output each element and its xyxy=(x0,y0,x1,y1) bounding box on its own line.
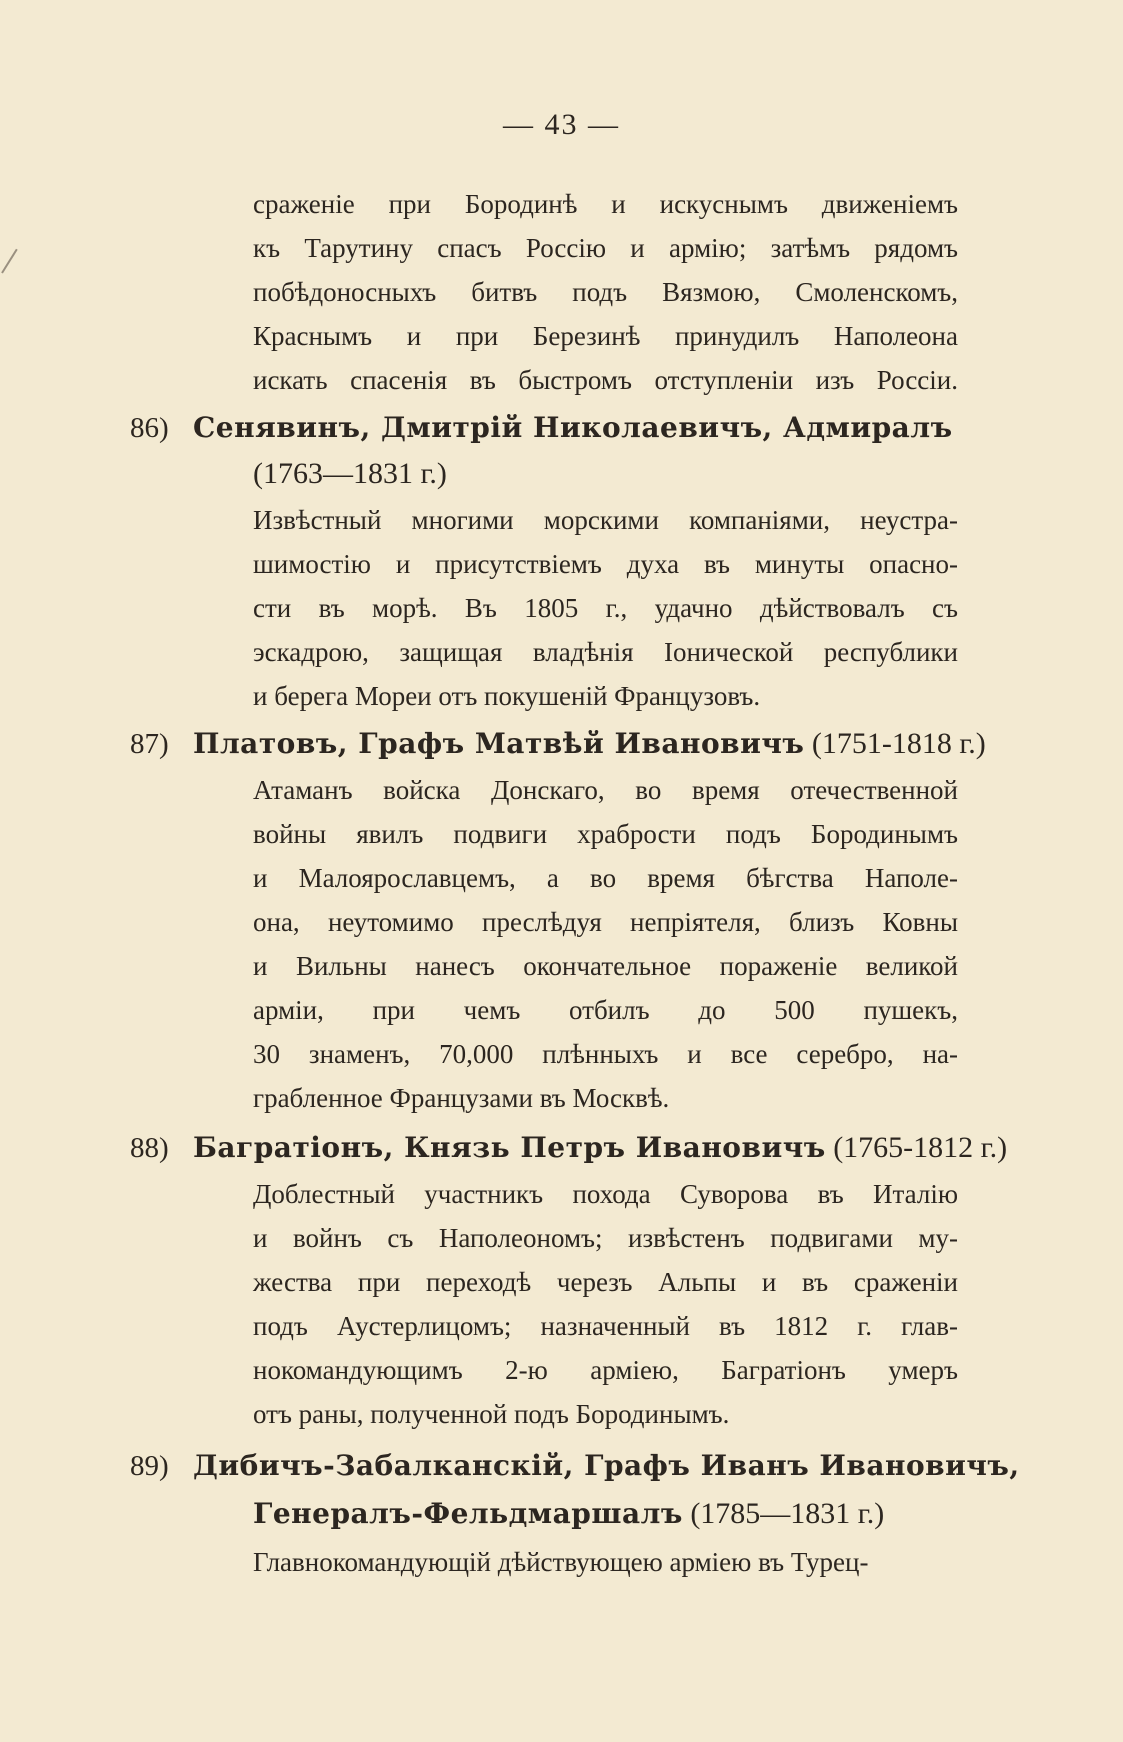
text-line: нокомандующимъ 2-ю арміею, Багратіонъ умеръ xyxy=(253,1355,958,1385)
text-line: искать спасенія въ быстромъ отступленіи изъ Россіи. xyxy=(253,365,958,395)
text-line: эскадрою, защищая владѣнія Іонической республики xyxy=(253,637,958,667)
text-line: Извѣстный многими морскими компаніями, неустра- xyxy=(253,505,958,535)
text-line: Главнокомандующій дѣйствующею арміею въ Турец- xyxy=(253,1547,869,1577)
entry-heading xyxy=(193,722,986,766)
text-line: войны явилъ подвиги храбрости подъ Бородинымъ xyxy=(253,819,958,849)
entry-number: 89) xyxy=(130,1450,169,1482)
text-line: Атаманъ войска Донскаго, во время отечественной xyxy=(253,775,958,805)
entry-heading xyxy=(193,406,958,450)
text-line: и берега Мореи отъ покушеній Французовъ. xyxy=(253,681,761,711)
text-line: и Малоярославцемъ, а во время бѣгства Наполе- xyxy=(253,863,958,893)
entry-name: Багратіонъ, Князь Петръ Ивановичъ xyxy=(193,1131,826,1164)
entry-name: Платовъ, Графъ Матвѣй Ивановичъ xyxy=(193,727,805,760)
margin-pencil-mark xyxy=(1,249,18,274)
entry-number: 87) xyxy=(130,728,169,760)
entry-dates: (1763—1831 г.) xyxy=(253,457,447,490)
text-line: шимостію и присутствіемъ духа въ минуты опасно- xyxy=(253,549,958,579)
entry-title: Генералъ-Фельдмаршалъ xyxy=(253,1497,683,1530)
text-line: и Вильны нанесъ окончательное пораженіе великой xyxy=(253,951,958,981)
text-line: сраженіе при Бородинѣ и искуснымъ движеніемъ xyxy=(253,189,958,219)
entry-number: 88) xyxy=(130,1132,169,1164)
entry-name: Сенявинъ, Дмитрій Николаевичъ, Адмиралъ xyxy=(193,411,953,444)
text-line: она, неутомимо преслѣдуя непріятеля, близъ Ковны xyxy=(253,907,958,937)
entry-heading xyxy=(193,1444,1020,1488)
entry-heading-cont xyxy=(253,1492,958,1536)
entry-dates: (1765-1812 г.) xyxy=(833,1131,1008,1164)
text-line: побѣдоносныхъ битвъ подъ Вязмою, Смоленскомъ, xyxy=(253,277,958,307)
entry-dates: (1785—1831 г.) xyxy=(690,1497,885,1530)
entry-name: Дибичъ-Забалканскій, Графъ Иванъ Ивановичъ, xyxy=(193,1449,1020,1482)
text-line: сти въ морѣ. Въ 1805 г., удачно дѣйствовалъ съ xyxy=(253,593,958,623)
text-line: къ Тарутину спасъ Россію и армію; затѣмъ рядомъ xyxy=(253,233,958,263)
text-line: арміи, при чемъ отбилъ до 500 пушекъ, xyxy=(253,995,958,1025)
text-line: Доблестный участникъ похода Суворова въ Италію xyxy=(253,1179,958,1209)
text-line: жества при переходѣ черезъ Альпы и въ сраженіи xyxy=(253,1267,958,1297)
text-line: отъ раны, полученной подъ Бородинымъ. xyxy=(253,1399,730,1429)
entry-dates: (1751-1818 г.) xyxy=(811,727,986,760)
text-line: грабленное Французами въ Москвѣ. xyxy=(253,1083,670,1113)
text-line: Краснымъ и при Березинѣ принудилъ Наполеона xyxy=(253,321,958,351)
entry-heading xyxy=(193,1126,1008,1170)
text-line: 30 знаменъ, 70,000 плѣнныхъ и все серебро, на- xyxy=(253,1039,958,1069)
entry-number: 86) xyxy=(130,412,169,444)
text-line: подъ Аустерлицомъ; назначенный въ 1812 г. глав- xyxy=(253,1311,958,1341)
text-line: и войнъ съ Наполеономъ; извѣстенъ подвигами му- xyxy=(253,1223,958,1253)
page-number: — 43 — xyxy=(503,108,620,141)
